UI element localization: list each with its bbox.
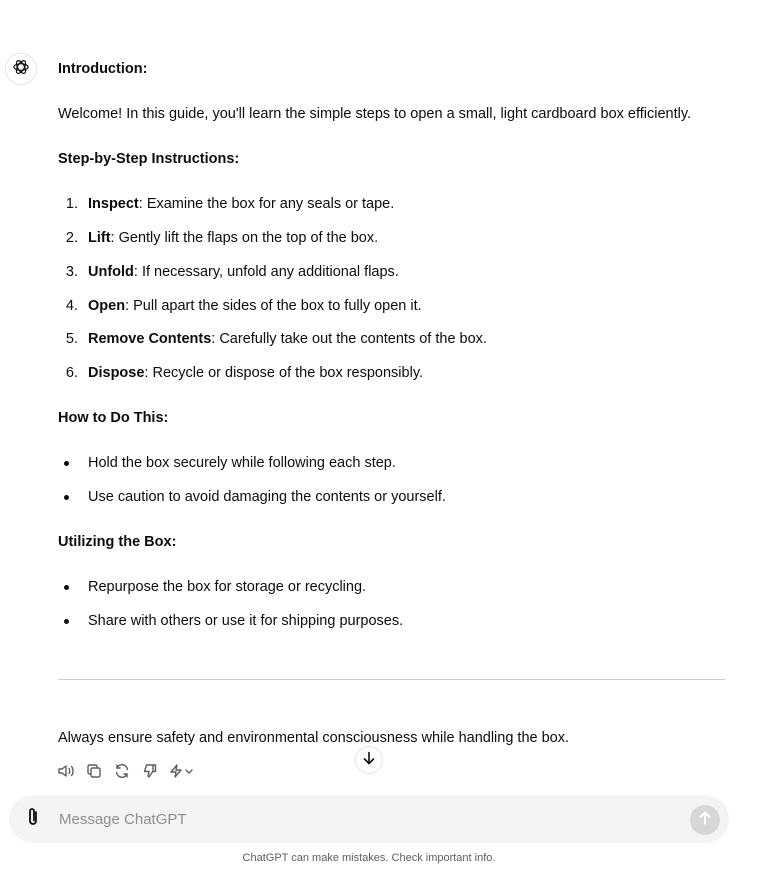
divider bbox=[58, 679, 725, 680]
scroll-to-bottom-button[interactable] bbox=[355, 746, 383, 774]
regenerate-button[interactable] bbox=[111, 763, 133, 783]
send-button[interactable] bbox=[690, 805, 720, 835]
attach-button[interactable] bbox=[21, 807, 45, 831]
message-actions bbox=[55, 763, 197, 783]
arrow-down-icon bbox=[362, 751, 376, 770]
disclaimer-text: ChatGPT can make mistakes. Check important info. bbox=[242, 852, 496, 864]
copy-button[interactable] bbox=[83, 763, 105, 783]
intro-heading: Introduction: bbox=[58, 61, 148, 77]
read-aloud-icon bbox=[57, 763, 75, 784]
regenerate-icon bbox=[114, 763, 130, 784]
read-aloud-button[interactable] bbox=[55, 763, 77, 783]
bullet-icon bbox=[64, 461, 69, 466]
paperclip-icon bbox=[23, 806, 43, 833]
assistant-avatar bbox=[5, 53, 37, 85]
thumbs-down-button[interactable] bbox=[139, 763, 161, 783]
bullet-icon bbox=[64, 585, 69, 590]
copy-icon bbox=[86, 763, 102, 784]
intro-text: Welcome! In this guide, you'll learn the simple steps to open a small, light cardboard box efficiently. bbox=[58, 106, 692, 122]
bullet-icon bbox=[64, 495, 69, 500]
util-heading: Utilizing the Box: bbox=[58, 534, 177, 550]
message-composer bbox=[9, 795, 729, 843]
steps-heading: Step-by-Step Instructions: bbox=[58, 151, 240, 167]
message-input[interactable] bbox=[59, 807, 659, 831]
thumbs-down-icon bbox=[142, 763, 158, 784]
openai-logo-icon bbox=[11, 57, 31, 82]
bullet-icon bbox=[64, 619, 69, 624]
arrow-up-icon bbox=[698, 811, 712, 830]
model-switch-button[interactable] bbox=[167, 763, 197, 783]
closing-text: Always ensure safety and environmental consciousness while handling the box. bbox=[58, 730, 570, 746]
how-heading: How to Do This: bbox=[58, 410, 169, 426]
model-switch-icon bbox=[168, 763, 196, 784]
